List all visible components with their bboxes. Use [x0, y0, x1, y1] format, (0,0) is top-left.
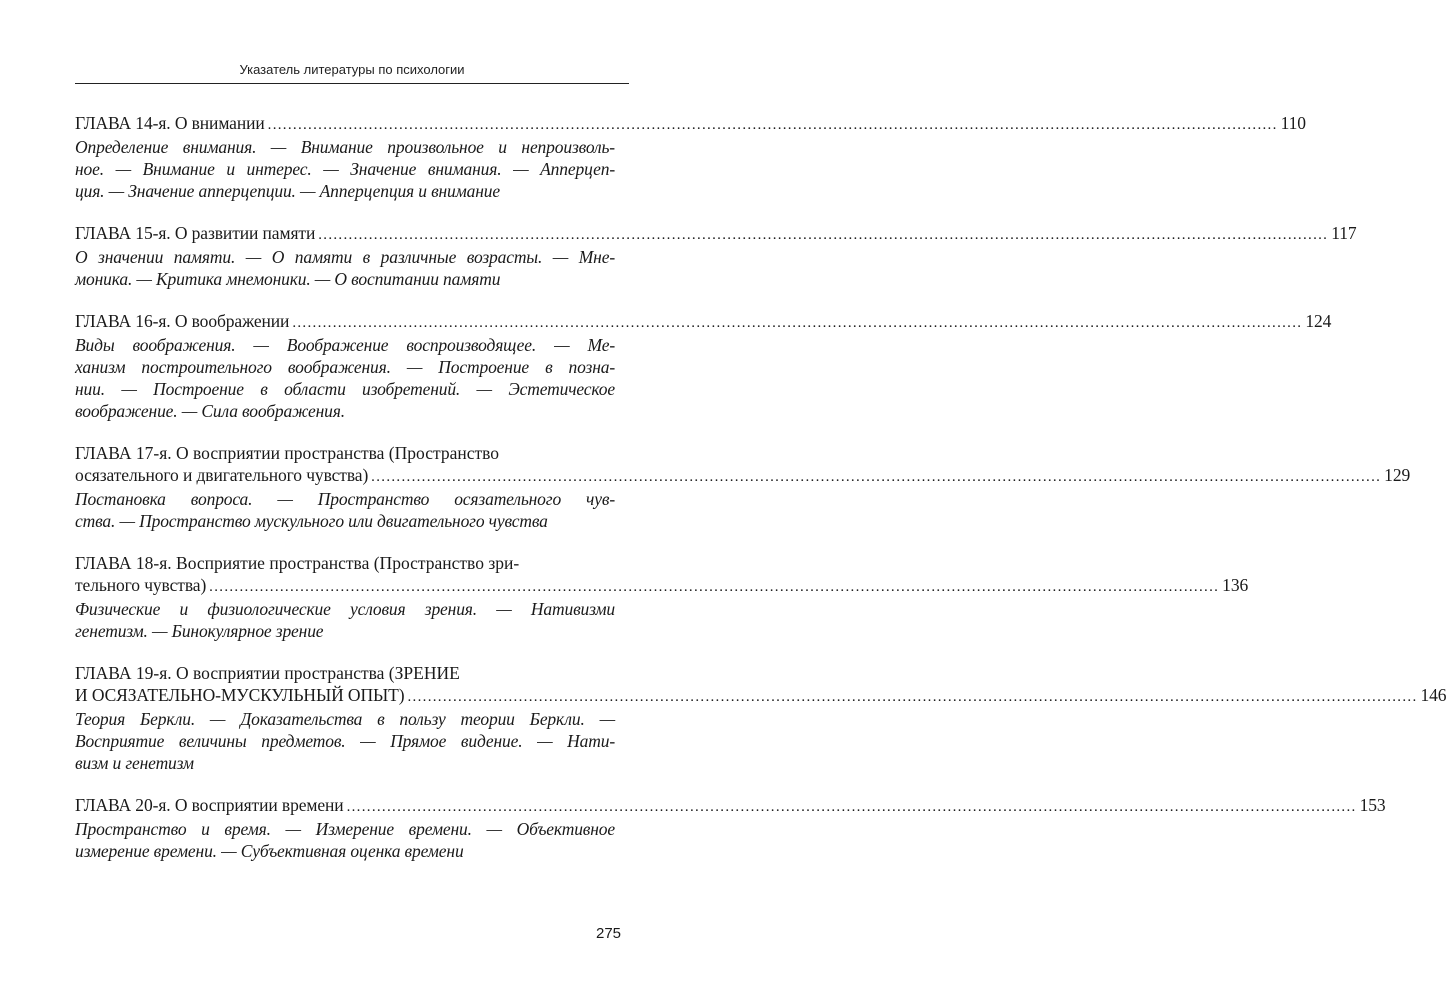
chapter-heading-line: ГЛАВА 17-я. О восприятии пространства (Пространство — [75, 443, 500, 463]
chapter-description-line: ция. — Значение апперцепции. — Апперцепция и внимание — [75, 181, 501, 201]
dot-leader: ........................................................................................................................................................................................................ — [346, 799, 1357, 815]
toc-entry — [75, 552, 1249, 642]
chapter-heading-line: ГЛАВА 18-я. Восприятие пространства (Пространство зри- — [75, 553, 520, 573]
chapter-description-line: Определение внимания. — Внимание произвольное и непроизволь- — [75, 137, 615, 157]
dot-leader: ........................................................................................................................................................................................................ — [267, 117, 1278, 133]
dot-leader: ........................................................................................................................................................................................................ — [292, 315, 1303, 331]
chapter-title: осязательного и двигательного чувства) — [75, 465, 369, 485]
toc-entry — [75, 112, 1306, 202]
dot-leader: ........................................................................................................................................................................................................ — [407, 689, 1418, 705]
chapter-title: ГЛАВА 15-я. О развитии памяти — [75, 223, 316, 243]
chapter-title-line — [75, 222, 1357, 246]
chapter-title: тельного чувства) — [75, 575, 207, 595]
chapter-page-number: 124 — [1305, 311, 1332, 331]
chapter-page-number: 110 — [1280, 113, 1306, 133]
chapter-page-number: 146 — [1420, 685, 1446, 705]
chapter-description-line: Постановка вопроса. — Пространство осязательного чув- — [75, 489, 615, 509]
chapter-description-line: визм и генетизм — [75, 753, 194, 773]
toc-entry — [75, 222, 1357, 290]
toc-entry — [75, 794, 1386, 862]
chapter-description-line: моника. — Критика мнемоники. — О воспитании памяти — [75, 269, 501, 289]
chapter-description-line: Физические и физиологические условия зрения. — Нативизми — [75, 599, 615, 619]
chapter-title-line — [75, 684, 1446, 708]
chapter-title: ГЛАВА 20-я. О восприятии времени — [75, 795, 344, 815]
toc-entry — [75, 662, 1446, 774]
chapter-description-line: Пространство и время. — Измерение времени. — Объективное — [75, 819, 615, 839]
chapter-title-line — [75, 112, 1306, 136]
table-of-contents — [75, 112, 1446, 882]
chapter-description-line: ства. — Пространство мускульного или двигательного чувства — [75, 511, 548, 531]
chapter-description-line: нии. — Построение в области изобретений. — Эстетическое — [75, 379, 615, 399]
chapter-title: ГЛАВА 16-я. О воображении — [75, 311, 290, 331]
chapter-description-line: измерение времени. — Субъективная оценка времени — [75, 841, 464, 861]
dot-leader: ........................................................................................................................................................................................................ — [209, 579, 1220, 595]
chapter-page-number: 136 — [1222, 575, 1249, 595]
chapter-title: И ОСЯЗАТЕЛЬНО-МУСКУЛЬНЫЙ ОПЫТ) — [75, 685, 405, 705]
chapter-heading-line: ГЛАВА 19-я. О восприятии пространства (ЗРЕНИЕ — [75, 663, 460, 683]
chapter-title-line — [75, 574, 1249, 598]
chapter-description-line: Виды воображения. — Воображение воспроизводящее. — Ме- — [75, 335, 615, 355]
chapter-description-line: воображение. — Сила воображения. — [75, 401, 345, 421]
chapter-title-line — [75, 794, 1386, 818]
chapter-page-number: 129 — [1384, 465, 1411, 485]
dot-leader: ........................................................................................................................................................................................................ — [318, 227, 1329, 243]
chapter-description-line: Теория Беркли. — Доказательства в пользу теории Беркли. — — [75, 709, 615, 729]
chapter-description-line: ханизм построительного воображения. — Построение в позна- — [75, 357, 615, 377]
chapter-description-line: О значении памяти. — О памяти в различные возрасты. — Мне- — [75, 247, 615, 267]
chapter-page-number: 153 — [1359, 795, 1386, 815]
chapter-title-line — [75, 310, 1332, 334]
chapter-title: ГЛАВА 14-я. О внимании — [75, 113, 265, 133]
chapter-description-line: ное. — Внимание и интерес. — Значение внимания. — Апперцеп- — [75, 159, 615, 179]
toc-entry — [75, 442, 1411, 532]
page-number: 275 — [596, 925, 622, 942]
chapter-title-line — [75, 464, 1411, 488]
chapter-description-line: генетизм. — Бинокулярное зрение — [75, 621, 324, 641]
dot-leader: ........................................................................................................................................................................................................ — [371, 469, 1382, 485]
running-head: Указатель литературы по психологии — [239, 62, 465, 77]
toc-entry — [75, 310, 1332, 422]
header-rule — [75, 83, 629, 84]
chapter-description-line: Восприятие величины предметов. — Прямое видение. — Нати- — [75, 731, 615, 751]
chapter-page-number: 117 — [1331, 223, 1357, 243]
